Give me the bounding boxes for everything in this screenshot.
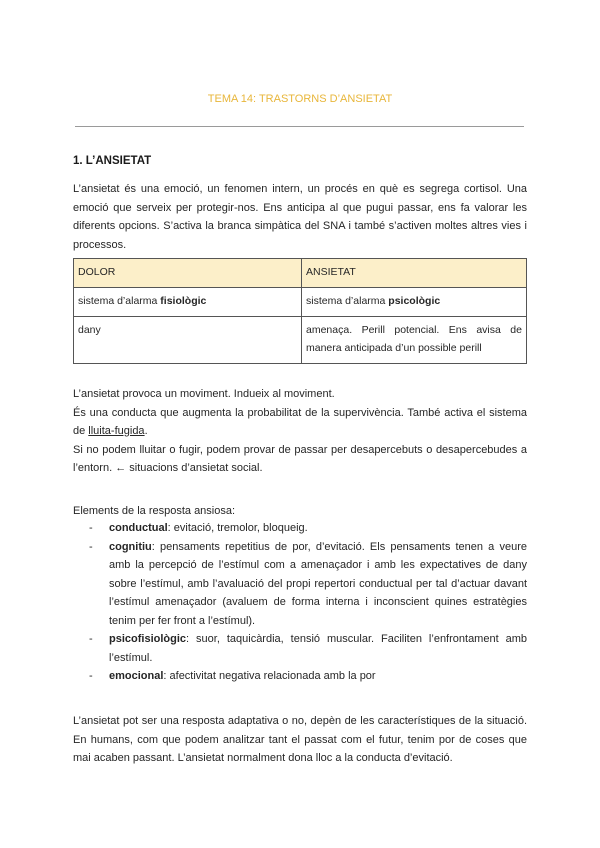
section-heading: 1. L’ANSIETAT	[73, 155, 152, 167]
list-item	[73, 667, 527, 686]
document-title: TEMA 14: TRASTORNS D’ANSIETAT	[207, 93, 393, 105]
table-header-row	[74, 259, 527, 288]
list-item-text: : afectivitat negativa relacionada amb la por	[163, 670, 376, 682]
bullet-dash: -	[89, 670, 93, 682]
text-span: És una conducta que augmenta la probabilitat de la supervivència. També activa el sistema de	[73, 406, 527, 437]
elements-list	[73, 519, 527, 686]
list-item	[73, 519, 527, 538]
after-table-paragraph	[73, 385, 527, 478]
table-header-ansietat: ANSIETAT	[302, 259, 527, 288]
title-divider	[75, 126, 524, 127]
list-item-text: : evitació, tremolor, bloqueig.	[167, 522, 308, 534]
list-item	[73, 538, 527, 631]
bullet-dash: -	[89, 633, 93, 645]
text-line: Si no podem lluitar o fugir, podem provar de passar per desapercebuts o desapercebudes a l’entorn. ← situacions d’ansietat social.	[73, 443, 527, 474]
comparison-table	[73, 258, 527, 364]
elements-title: Elements de la resposta ansiosa:	[73, 505, 236, 517]
intro-paragraph: L’ansietat és una emoció, un fenomen intern, un procés en què es segrega cortisol. Una emoció que serveix per protegir-nos. Ens anticipa al que pugui passar, ens fa valorar les diferents opcions. S’activa la branca simpàtica del SNA i també s’activen moltes altres vies i processos.	[73, 183, 527, 251]
text-span: .	[144, 425, 148, 437]
table-cell: dany	[74, 317, 302, 364]
list-item-term: cognitiu	[109, 540, 152, 553]
cell-text: sistema d’alarma	[78, 295, 161, 307]
cell-bold-text: psicològic	[388, 295, 441, 307]
table-row	[74, 288, 527, 317]
closing-paragraph: L’ansietat pot ser una resposta adaptativa o no, depèn de les característiques de la situació. En humans, com que podem analitzar tant el passat com el futur, tenim por de coses que mai acaben passant. L’ansietat normalment dona lloc a la conducta d’evitació.	[73, 715, 527, 764]
bullet-dash: -	[89, 540, 93, 553]
table-row	[74, 317, 527, 364]
list-item-term: emocional	[109, 670, 164, 682]
text-line: L’ansietat provoca un moviment. Indueix al moviment.	[73, 388, 335, 400]
table-cell: amenaça. Perill potencial. Ens avisa de manera anticipada d’un possible perill	[302, 317, 527, 364]
table-cell	[74, 288, 302, 317]
list-item-term: conductual	[109, 522, 168, 534]
list-item-term: psicofisiològic	[109, 633, 187, 645]
text-line	[73, 404, 527, 441]
cell-text: sistema d’alarma	[306, 295, 389, 307]
bullet-dash: -	[89, 522, 93, 534]
list-item-text: : pensaments repetitius de por, d’evitació. Els pensaments tenen a veure amb la percepció de l’estímul com a amenaçador i amb les expectatives de dany sobre l’estímul, amb l’avaluació del propi repertori conductual per tal d’actuar davant l’estímul amenaçador (avaluem de forma interna i inconscient quines estratègies tenim per fer front a l’estímul).	[109, 540, 527, 627]
cell-bold-text: fisiològic	[160, 295, 207, 307]
table-header-dolor: DOLOR	[74, 259, 302, 288]
list-item	[73, 630, 527, 667]
table-cell	[302, 288, 527, 317]
list-item-text: : suor, taquicàrdia, tensió muscular. Faciliten l’enfrontament amb l’estímul.	[109, 633, 527, 664]
lluita-fugida-link[interactable]: lluita-fugida	[88, 425, 145, 437]
